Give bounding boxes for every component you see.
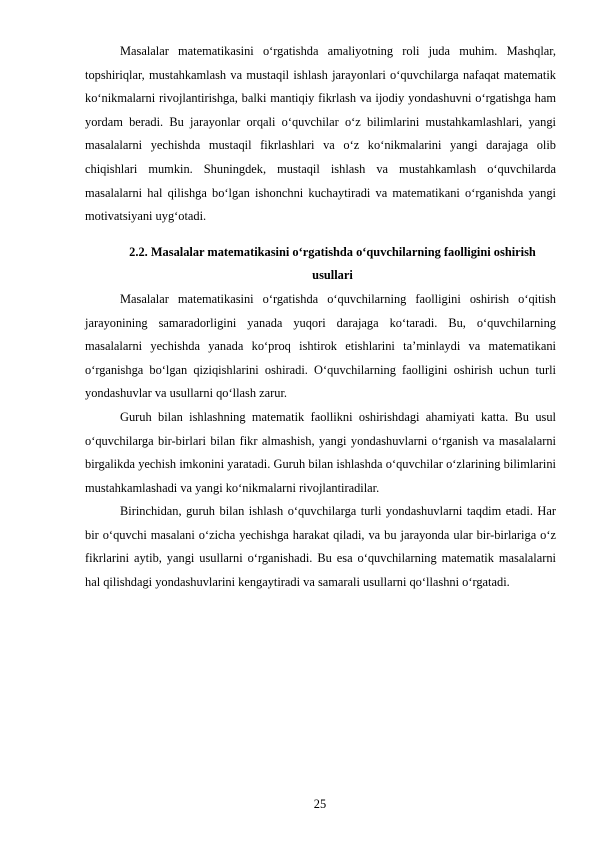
document-page — [85, 40, 556, 595]
page-number: 25 — [313, 797, 327, 811]
paragraph-group-work: Guruh bilan ishlashning matematik faollikni oshirishdagi ahamiyati katta. Bu usul o‘quvchilarga bir-birlari bilan fikr almashish, yangi yondashuvlarni o‘rganish va masalalarni birgalikda yechish imkonini yaratadi. Guruh bilan ishlashda o‘quvchilar o‘zlarining bilimlarini mustahkamlashadi va yangi ko‘nikmalarni rivojlantiradilar. — [85, 409, 556, 495]
paragraph-activity: Masalalar matematikasini o‘rgatishda o‘quvchilarning faolligini oshirish o‘qitish jarayonining samaradorligini yanada yuqori darajaga ko‘taradi. Bu, o‘quvchilarning masalalarni yechishda yanada ko‘proq ishtirok etishlarini ta’minlaydi va matematikani o‘rganishga bo‘lgan qiziqishlarini oshiradi. O‘quvchilarning faolligini oshirish uchun turli yondashuvlar va usullarni qo‘llash zarur. — [85, 291, 556, 401]
paragraph-first-point: Birinchidan, guruh bilan ishlash o‘quvchilarga turli yondashuvlarni taqdim etadi. Har bir o‘quvchi masalani o‘zicha yechishga harakat qiladi, va bu jarayonda ular bir-birlariga o‘z fikrlarini aytib, yangi usullarni o‘rganishadi. Bu esa o‘quvchilarning matematik masalalarni hal qilishdagi yondashuvlarini kengaytiradi va samarali usullarni qo‘llashni o‘rgatadi. — [85, 504, 556, 590]
section-heading: 2.2. Masalalar matematikasini o‘rgatishda o‘quvchilarning faolligini oshirish usullari — [129, 244, 536, 283]
paragraph-intro: Masalalar matematikasini o‘rgatishda amaliyotning roli juda muhim. Mashqlar, topshiriqlar, mustahkamlash va mustaqil ishlash jarayonlari o‘quvchilarga nafaqat matematik ko‘nikmalarni rivojlantirishga, balki mantiqiy fikrlash va ijodiy yondashuvni o‘rgatishga ham yordam beradi. Bu jarayonlar orqali o‘quvchilar o‘z bilimlarini mustahkamlashlari, yangi masalalarni yechishda mustaqil fikrlashlari va o‘z ko‘nikmalarini yangi darajaga olib chiqishlari mumkin. Shuningdek, mustaqil ishlash va mustahkamlash o‘quvchilarda masalalarni hal qilishga bo‘lgan ishonchni kuchaytiradi va matematikani o‘rganishda yangi motivatsiyani uyg‘otadi. — [85, 44, 556, 224]
